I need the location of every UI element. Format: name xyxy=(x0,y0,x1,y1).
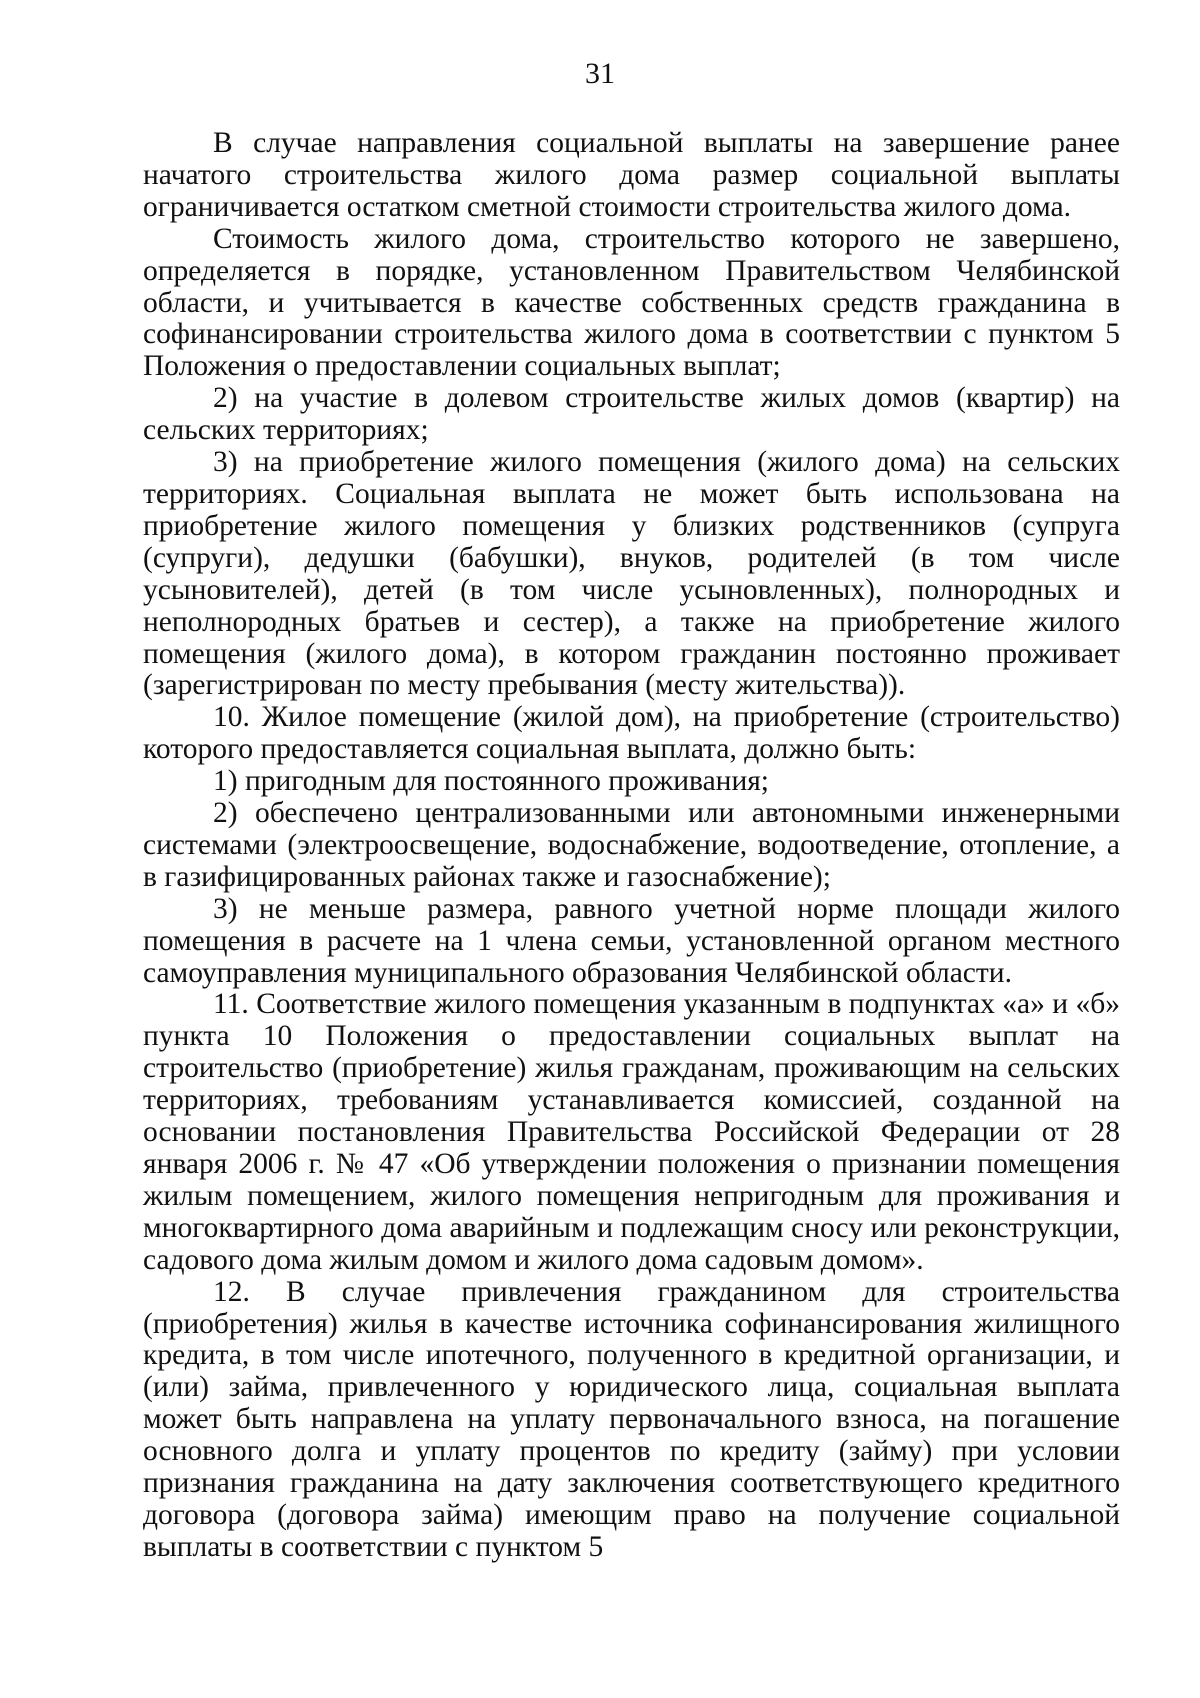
paragraph-section-10-item-1: 1) пригодным для постоянного проживания; xyxy=(213,765,770,798)
page-number: 31 xyxy=(585,57,615,90)
paragraph-item-3-purchase: 3) на приобретение жилого помещения (жилого дома) на сельских территориях. Социальная выплата не может быть использована на приобретение жилого помещения у близких родственников (супруга (супруги), дедушки (бабушки), внуков, родителей (в том числе усыновителей), детей (в том числе усыновленных), полнородных и неполнородных братьев и сестер), а также на приобретение жилого помещения (жилого дома), в котором гражданин постоянно проживает (зарегистрирован по месту пребывания (месту жительства)). xyxy=(143,446,1120,702)
paragraph-section-12: 12. В случае привлечения гражданином для строительства (приобретения) жилья в качестве источника софинансирования жилищного кредита, в том числе ипотечного, полученного в кредитной организации, и (или) займа, привлеченного у юридического лица, социальная выплата может быть направлена на уплату первоначального взноса, на погашение основного долга и уплату процентов по кредиту (займу) при условии признания гражданина на дату заключения соответствующего кредитного договора (договора займа) имеющим право на получение социальной выплаты в соответствии с пунктом 5 xyxy=(143,1275,1120,1563)
paragraph-unfinished-house-cost: Стоимость жилого дома, строительство которого не завершено, определяется в порядке, установленном Правительством Челябинской области, и учитывается в качестве собственных средств гражданина в софинансировании строительства жилого дома в соответствии с пунктом 5 Положения о предоставлении социальных выплат; xyxy=(143,222,1120,383)
paragraph-section-11: 11. Соответствие жилого помещения указанным в подпунктах «а» и «б» пункта 10 Положения о предоставлении социальных выплат на строительство (приобретение) жилья гражданам, проживающим на сельских территориях, требованиям устанавливается комиссией, созданной на основании постановления Правительства Российской Федерации от 28 января 2006 г. № 47 «Об утверждении положения о признании помещения жилым помещением, жилого помещения непригодным для проживания и многоквартирного дома аварийным и подлежащим сносу или реконструкции, садового дома жилым домом и жилого дома садовым домом». xyxy=(143,988,1120,1276)
document-body xyxy=(143,128,1120,1564)
paragraph-section-10-item-3: 3) не меньше размера, равного учетной норме площади жилого помещения в расчете на 1 члена семьи, установленной органом местного самоуправления муниципального образования Челябинской области. xyxy=(143,892,1120,989)
paragraph-section-10: 10. Жилое помещение (жилой дом), на приобретение (строительство) которого предоставляется социальная выплата, должно быть: xyxy=(143,701,1120,766)
paragraph-completion-of-construction: В случае направления социальной выплаты на завершение ранее начатого строительства жилого дома размер социальной выплаты ограничивается остатком сметной стоимости строительства жилого дома. xyxy=(143,127,1120,223)
paragraph-section-10-item-2: 2) обеспечено централизованными или автономными инженерными системами (электроосвещение, водоснабжение, водоотведение, отопление, а в газифицированных районах также и газоснабжение); xyxy=(143,797,1120,893)
paragraph-item-2-shared-construction: 2) на участие в долевом строительстве жилых домов (квартир) на сельских территориях; xyxy=(143,382,1120,447)
